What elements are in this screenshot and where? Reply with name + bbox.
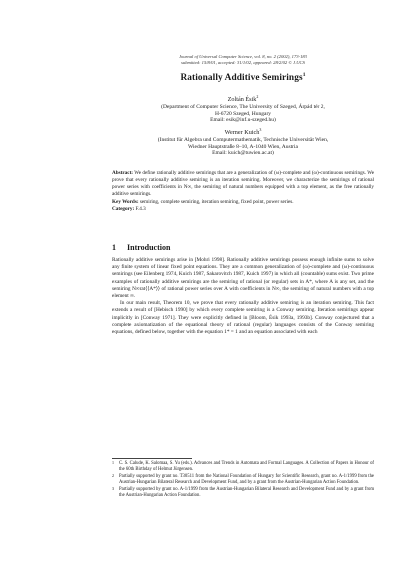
footnote (112, 474, 374, 487)
paper-title-text: Rationally Additive Semirings (180, 73, 303, 84)
body-text (112, 257, 374, 336)
abstract-paragraph (112, 170, 374, 199)
footnote-mark: 3 (112, 486, 114, 492)
author-block-kuich (112, 127, 374, 157)
author-address: Wiedner Hauptstraße 8–10, A-1040 Wien, Austria (188, 143, 298, 150)
author-name (112, 127, 374, 137)
author-affiliation: (Institut für Algebra und Computermathematik, Technische Universität Wien, (157, 137, 329, 144)
footnote-divider (112, 458, 192, 459)
abstract-section (112, 170, 374, 213)
author-footnote-mark: 3 (259, 127, 262, 132)
author-name-text: Werner Kuich (224, 129, 260, 137)
author-footnote-mark: 2 (256, 94, 259, 99)
author-email: Email: kuich@tuwien.ac.at) (212, 150, 274, 157)
title-footnote-mark: 1 (302, 72, 306, 78)
footnote-text: C. S. Calude, K. Salomaa, S. Yu (eds.). Advances and Trends in Automata and Formal Languages. A Collection of Papers in Honour of the 60th Birthday of Helmut Jürgensen. (119, 461, 374, 473)
paper-title (112, 72, 374, 83)
footnotes (112, 461, 374, 500)
journal-header (112, 54, 374, 67)
section-heading (112, 243, 374, 252)
footnote (112, 461, 374, 474)
abstract-text: We define rationally additive semirings that are a generalization of (ω)-complete and (ω)-continuous semirings. We prove that every rationally additive semiring is an iteration semiring. Moreover, we characterize the semirings of rational power series with coefficients in N∞, the semiring of natural numbers equipped with a top element, as the free rationally additive semirings. (112, 170, 374, 198)
journal-dates: submitted: 15/8/01, accepted: 31/1/02, appeared: 28/2/02 © J.UCS (181, 60, 305, 66)
journal-citation: Journal of Universal Computer Science, vol. 8, no. 2 (2002), 173-183 (179, 54, 307, 59)
section-number: 1 (112, 243, 116, 252)
author-email: Email: esik@inf.u-szeged.hu) (210, 117, 276, 124)
body-paragraph: In our main result, Theorem 10, we prove that every rationally additive semiring is an iteration semiring. This fact extends a result of [Hebisch 1990] by which every complete semiring is a Conway semiring. Iteration semirings appear implicitly in [Conway 1971]. They were explicitly defined in [Bloom, Ésik 1993a, 1993b]. Conway conjectured that a complete axiomatization of the equational theory of rational (regular) languages consists of the Conway semiring equations, defined below, together with the equation 1* = 1 and an equation associated with each (112, 300, 374, 336)
author-affiliation: (Department of Computer Science, The University of Szeged, Árpád tér 2, (161, 104, 325, 111)
keywords-label: Key Words: (112, 198, 139, 205)
author-address: H-6720 Szeged, Hungary (214, 110, 272, 117)
section-title: Introduction (127, 243, 171, 252)
footnote-text: Partially supported by grant no. A-1/1999 from the Austrian-Hungarian Bilateral Research and Development Fund and by a grant from the Austrian-Hungarian Action Foundation. (119, 486, 374, 499)
footnote-mark: 1 (112, 460, 114, 466)
category-label: Category: (112, 205, 135, 212)
body-paragraph: Rationally additive semirings arise in [Mohri 1998]. Rationally additive semirings possess enough infinite sums to solve any finite system of linear fixed point equations. They are a common generalization of (ω)-complete and (ω)-continuous semirings (see Eilenberg 1974, Kuich 1987, Sakarovitch 1987, Kuich 1997) in which all (countable) sums exist. Two prime examples of rationally additive semirings are the semiring of rational (or regular) sets in A*, where A is any set, and the semiring N∞rat⟨⟨A*⟩⟩ of rational power series over A with coefficients in N∞, the semiring of natural numbers with a top element ∞. (112, 257, 374, 300)
footnote-text: Partially supported by grant no. T30511 from the National Foundation of Hungary for Scientific Research, grant no. A-1/1999 from the Austrian-Hungarian Bilateral Research and Development Fund, and by a grant from the Austrian-Hungarian Action Foundation. (119, 473, 374, 486)
category-text: F.4.3 (135, 205, 146, 212)
author-block-esik (112, 94, 374, 124)
author-name (112, 94, 374, 104)
keywords-line (112, 199, 374, 206)
footnote-mark: 2 (112, 473, 114, 479)
footnote (112, 487, 374, 500)
category-line (112, 206, 374, 213)
keywords-text: semiring, complete semiring, iteration semiring, fixed point, power series. (139, 198, 294, 205)
author-name-text: Zoltán Ésik (227, 96, 257, 104)
abstract-label: Abstract: (112, 170, 134, 176)
